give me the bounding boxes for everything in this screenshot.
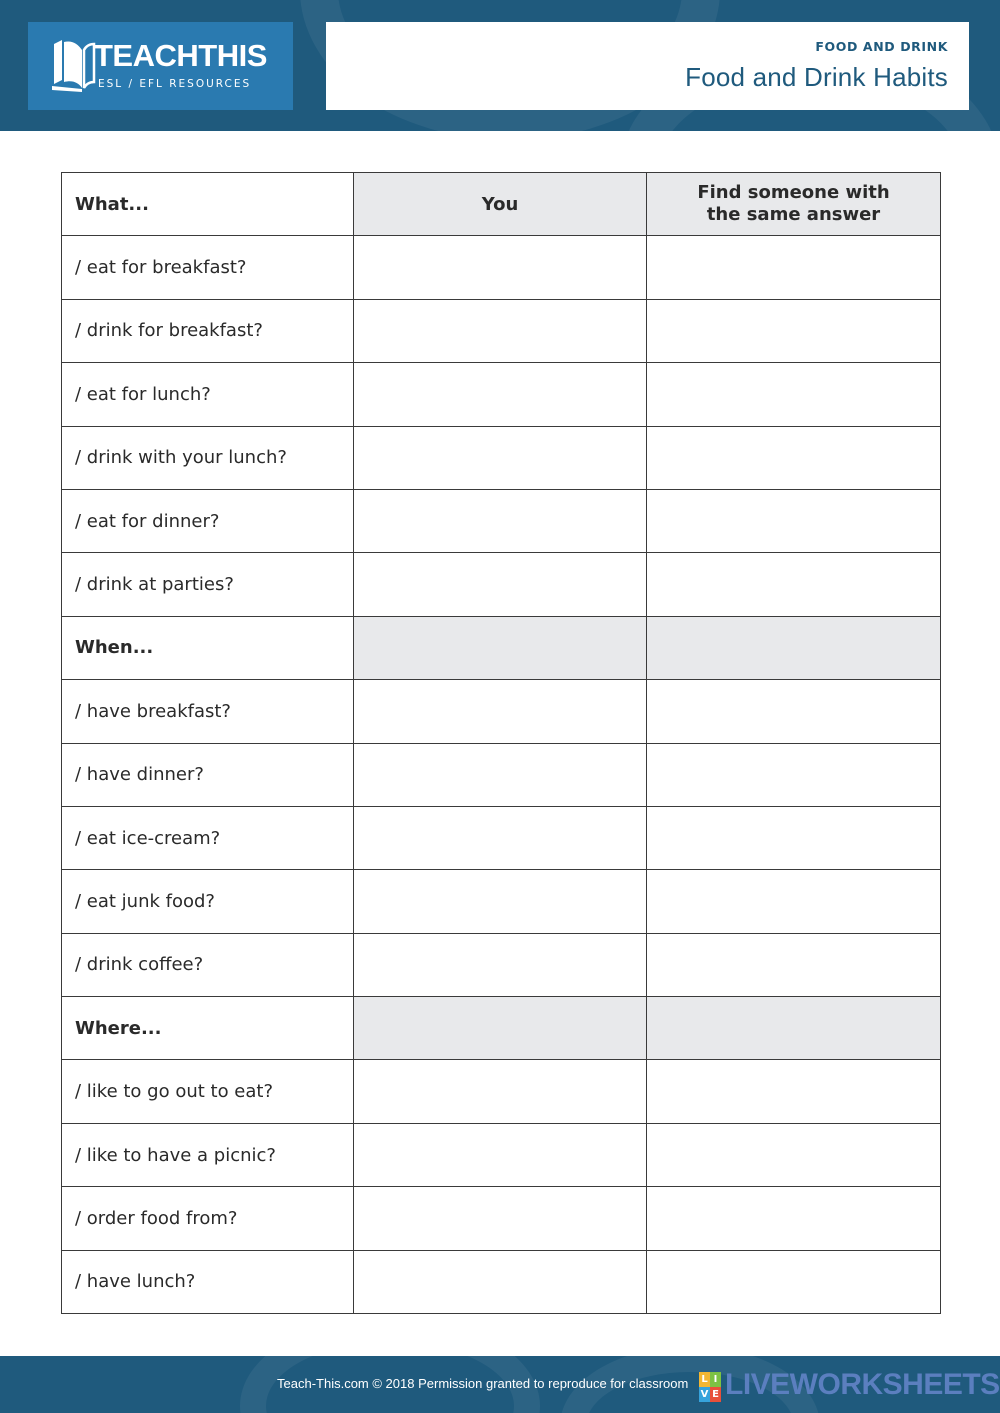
question-cell: / order food from?	[62, 1187, 354, 1250]
you-answer-cell[interactable]	[354, 806, 647, 869]
section-header-label: Where...	[62, 997, 354, 1060]
find-someone-answer-cell[interactable]	[647, 1060, 941, 1123]
question-cell: / drink coffee?	[62, 933, 354, 996]
logo-subtitle: ESL / EFL RESOURCES	[98, 78, 252, 90]
you-answer-cell	[354, 616, 647, 679]
find-someone-answer-cell[interactable]	[647, 1123, 941, 1186]
section-header-row	[62, 997, 941, 1060]
you-answer-cell[interactable]	[354, 1250, 647, 1313]
table-row	[62, 870, 941, 933]
category-label: FOOD AND DRINK	[815, 39, 948, 54]
find-someone-answer-cell[interactable]	[647, 363, 941, 426]
you-answer-cell[interactable]	[354, 1123, 647, 1186]
copyright-text: Teach-This.com © 2018 Permission granted to reproduce for classroom	[277, 1376, 689, 1391]
section-header-label: When...	[62, 616, 354, 679]
table-row	[62, 806, 941, 869]
badge-letter: E	[710, 1387, 721, 1402]
question-cell: / eat for breakfast?	[62, 236, 354, 299]
question-cell: / drink at parties?	[62, 553, 354, 616]
you-answer-cell	[354, 997, 647, 1060]
badge-letter: I	[710, 1372, 721, 1387]
find-someone-header-line2: the same answer	[706, 204, 881, 226]
book-icon	[48, 36, 98, 94]
you-answer-cell[interactable]	[354, 236, 647, 299]
you-answer-cell[interactable]	[354, 1060, 647, 1123]
find-someone-header	[647, 173, 941, 236]
question-cell: / eat for lunch?	[62, 363, 354, 426]
question-cell: / eat for dinner?	[62, 489, 354, 552]
question-cell: / have lunch?	[62, 1250, 354, 1313]
logo-title: TEACHTHIS	[94, 38, 267, 73]
you-answer-cell[interactable]	[354, 489, 647, 552]
find-someone-answer-cell[interactable]	[647, 870, 941, 933]
you-answer-cell[interactable]	[354, 1187, 647, 1250]
table-row	[62, 680, 941, 743]
question-cell: / like to have a picnic?	[62, 1123, 354, 1186]
badge-letter: V	[700, 1389, 709, 1400]
table-header-row	[62, 173, 941, 236]
what-header: What...	[62, 173, 354, 236]
question-cell: / have breakfast?	[62, 680, 354, 743]
you-answer-cell[interactable]	[354, 299, 647, 362]
table-row	[62, 363, 941, 426]
table-row	[62, 553, 941, 616]
find-someone-answer-cell[interactable]	[647, 1187, 941, 1250]
worksheet-table	[61, 172, 941, 1314]
header-band	[0, 0, 1000, 131]
footer-band	[0, 1356, 1000, 1413]
find-someone-answer-cell[interactable]	[647, 806, 941, 869]
find-someone-answer-cell[interactable]	[647, 680, 941, 743]
teachthis-logo[interactable]	[28, 22, 293, 110]
section-header-row	[62, 616, 941, 679]
find-someone-answer-cell[interactable]	[647, 299, 941, 362]
table-row	[62, 1250, 941, 1313]
title-box	[326, 22, 969, 110]
question-cell: / like to go out to eat?	[62, 1060, 354, 1123]
question-cell: / eat junk food?	[62, 870, 354, 933]
find-someone-answer-cell	[647, 616, 941, 679]
find-someone-answer-cell[interactable]	[647, 743, 941, 806]
find-someone-header-line1: Find someone with	[697, 182, 890, 204]
you-answer-cell[interactable]	[354, 870, 647, 933]
badge-letter: L	[699, 1372, 710, 1387]
table-row	[62, 489, 941, 552]
table-row	[62, 236, 941, 299]
find-someone-answer-cell[interactable]	[647, 553, 941, 616]
you-answer-cell[interactable]	[354, 363, 647, 426]
you-answer-cell[interactable]	[354, 680, 647, 743]
question-cell: / have dinner?	[62, 743, 354, 806]
table-row	[62, 1123, 941, 1186]
question-cell: / drink with your lunch?	[62, 426, 354, 489]
you-answer-cell[interactable]	[354, 426, 647, 489]
liveworksheets-badge-icon[interactable]	[699, 1372, 721, 1402]
page-title: Food and Drink Habits	[685, 62, 948, 92]
find-someone-answer-cell[interactable]	[647, 426, 941, 489]
find-someone-answer-cell[interactable]	[647, 933, 941, 996]
table-row	[62, 426, 941, 489]
question-cell: / drink for breakfast?	[62, 299, 354, 362]
find-someone-answer-cell	[647, 997, 941, 1060]
table-row	[62, 1060, 941, 1123]
you-answer-cell[interactable]	[354, 933, 647, 996]
you-answer-cell[interactable]	[354, 553, 647, 616]
you-header: You	[354, 173, 647, 236]
liveworksheets-brand[interactable]: LIVEWORKSHEETS	[725, 1368, 1000, 1401]
question-cell: / eat ice-cream?	[62, 806, 354, 869]
find-someone-answer-cell[interactable]	[647, 236, 941, 299]
table-row	[62, 933, 941, 996]
table-row	[62, 1187, 941, 1250]
find-someone-answer-cell[interactable]	[647, 489, 941, 552]
table-row	[62, 299, 941, 362]
table-row	[62, 743, 941, 806]
find-someone-answer-cell[interactable]	[647, 1250, 941, 1313]
you-answer-cell[interactable]	[354, 743, 647, 806]
